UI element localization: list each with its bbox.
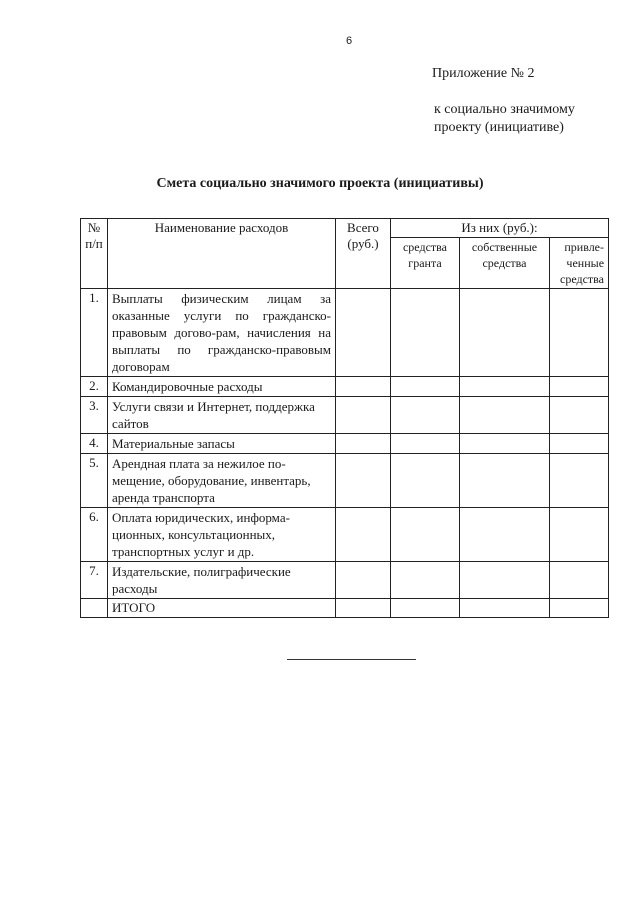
row-own-cell <box>460 454 550 508</box>
row-own-cell <box>460 508 550 562</box>
row-own-cell <box>460 434 550 454</box>
row-num: 3. <box>81 397 108 434</box>
header-num: № п/п <box>81 219 108 289</box>
table-row <box>81 562 609 599</box>
total-row <box>81 599 609 618</box>
header-attracted: привле-ченные средства <box>550 238 609 289</box>
budget-table <box>80 218 609 618</box>
row-attracted-cell <box>550 434 609 454</box>
row-grant-cell <box>391 508 460 562</box>
row-name: Издательские, полиграфические расходы <box>108 562 336 599</box>
row-total-cell <box>336 397 391 434</box>
appendix-subtitle-line2: проекту (инициативе) <box>434 120 564 135</box>
row-grant-cell <box>391 434 460 454</box>
row-attracted-cell <box>550 562 609 599</box>
row-num: 6. <box>81 508 108 562</box>
row-attracted-cell <box>550 454 609 508</box>
row-grant-cell <box>391 397 460 434</box>
footer-divider <box>287 659 416 660</box>
row-name: Материальные запасы <box>108 434 336 454</box>
row-grant-cell <box>391 377 460 397</box>
row-total-cell <box>336 377 391 397</box>
appendix-title: Приложение № 2 <box>432 66 535 81</box>
header-name: Наименование расходов <box>108 219 336 289</box>
row-total-cell <box>336 508 391 562</box>
row-num: 4. <box>81 434 108 454</box>
page-number: 6 <box>346 35 353 47</box>
row-attracted-cell <box>550 397 609 434</box>
total-grant-cell <box>391 599 460 618</box>
row-total-cell <box>336 454 391 508</box>
row-num: 1. <box>81 289 108 377</box>
header-own: собственные средства <box>460 238 550 289</box>
table-row <box>81 434 609 454</box>
table-row <box>81 397 609 434</box>
row-name: Арендная плата за нежилое по-мещение, оборудование, инвентарь, аренда транспорта <box>108 454 336 508</box>
row-name: Услуги связи и Интернет, поддержка сайтов <box>108 397 336 434</box>
total-label: ИТОГО <box>108 599 336 618</box>
row-own-cell <box>460 289 550 377</box>
row-own-cell <box>460 377 550 397</box>
row-total-cell <box>336 562 391 599</box>
row-attracted-cell <box>550 289 609 377</box>
row-num: 2. <box>81 377 108 397</box>
total-num-cell <box>81 599 108 618</box>
table-row <box>81 508 609 562</box>
row-grant-cell <box>391 454 460 508</box>
row-grant-cell <box>391 289 460 377</box>
table-row <box>81 454 609 508</box>
total-own-cell <box>460 599 550 618</box>
header-grant: средства гранта <box>391 238 460 289</box>
row-own-cell <box>460 397 550 434</box>
row-attracted-cell <box>550 508 609 562</box>
row-name: Выплаты физическим лицам за оказанные услуги по гражданско-правовым догово-рам, начисления на выплаты по гражданско-правовым договорам <box>108 289 336 377</box>
header-total: Всего (руб.) <box>336 219 391 289</box>
row-num: 5. <box>81 454 108 508</box>
row-grant-cell <box>391 562 460 599</box>
row-num: 7. <box>81 562 108 599</box>
row-own-cell <box>460 562 550 599</box>
total-sum-cell <box>336 599 391 618</box>
row-total-cell <box>336 434 391 454</box>
table-row <box>81 377 609 397</box>
appendix-subtitle <box>434 101 575 137</box>
appendix-subtitle-line1: к социально значимому <box>434 102 575 117</box>
row-name: Оплата юридических, информа-ционных, консультационных, транспортных услуг и др. <box>108 508 336 562</box>
row-name: Командировочные расходы <box>108 377 336 397</box>
row-total-cell <box>336 289 391 377</box>
header-of-them: Из них (руб.): <box>391 219 609 238</box>
row-attracted-cell <box>550 377 609 397</box>
table-row <box>81 289 609 377</box>
total-attracted-cell <box>550 599 609 618</box>
document-title: Смета социально значимого проекта (инициативы) <box>156 176 484 191</box>
